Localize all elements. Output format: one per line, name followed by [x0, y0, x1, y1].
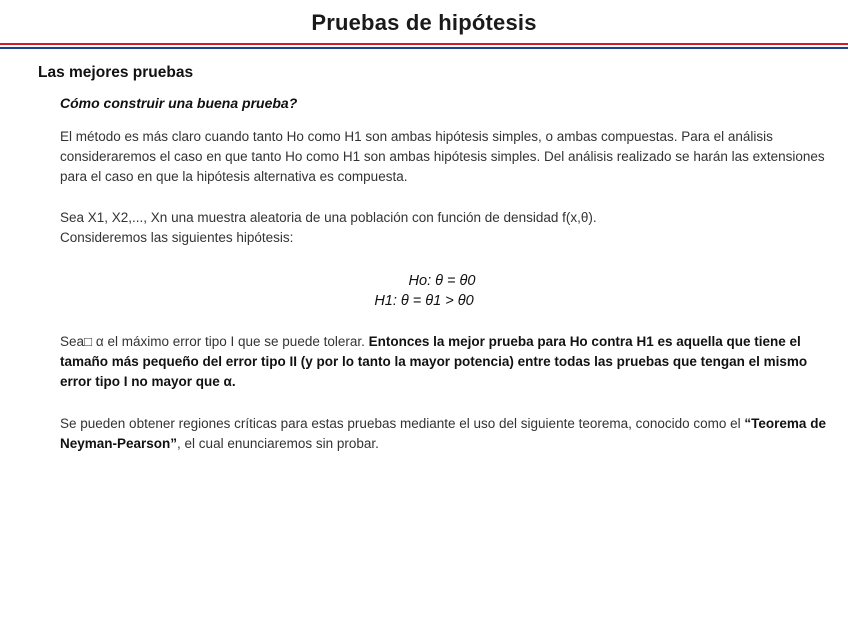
paragraph-method: El método es más claro cuando tanto Ho como H1 son ambas hipótesis simples, o ambas compuestas. Para el análisis consideraremos el caso en que tanto Ho como H1 son ambas hipótesis simples. Del análisis realizado se harán las extensiones para el caso en que la hipótesis alternativa es compuesta. — [60, 129, 825, 184]
subheading: Cómo construir una buena prueba? — [60, 95, 298, 111]
paragraph-theorem-after: , el cual enunciaremos sin probar. — [177, 436, 379, 451]
paragraph-theorem-name: “Teorema de Neyman-Pearson” — [60, 416, 826, 451]
paragraph-sample-line2: Consideremos las siguientes hipótesis: — [60, 230, 294, 245]
title-divider-blue — [0, 47, 848, 49]
paragraph-sample — [60, 208, 830, 248]
section-heading: Las mejores pruebas — [38, 64, 194, 81]
formula-null-hypothesis: Ho: θ = θ0 — [408, 273, 476, 289]
page-title: Pruebas de hipótesis — [311, 10, 537, 35]
title-divider-red — [0, 43, 848, 45]
paragraph-theorem-before: Se pueden obtener regiones críticas para estas pruebas mediante el uso del siguiente teorema, conocido como el — [60, 416, 745, 431]
paragraph-theorem — [60, 414, 830, 454]
paragraph-best-test-bold: Entonces la mejor prueba para Ho contra H1 es aquella que tiene el tamaño más pequeño del error tipo II (y por lo tanto la mayor potencia) entre todas las pruebas que tengan el mismo error tipo I no mayor que α. — [60, 334, 808, 389]
paragraph-best-test — [60, 332, 830, 392]
formula-alternative-hypothesis: H1: θ = θ1 > θ0 — [374, 293, 474, 309]
paragraph-best-test-normal: Sea□ α el máximo error tipo I que se puede tolerar. — [60, 334, 369, 349]
paragraph-sample-line1: Sea X1, X2,..., Xn una muestra aleatoria de una población con función de densidad f(x,θ). — [60, 210, 597, 225]
